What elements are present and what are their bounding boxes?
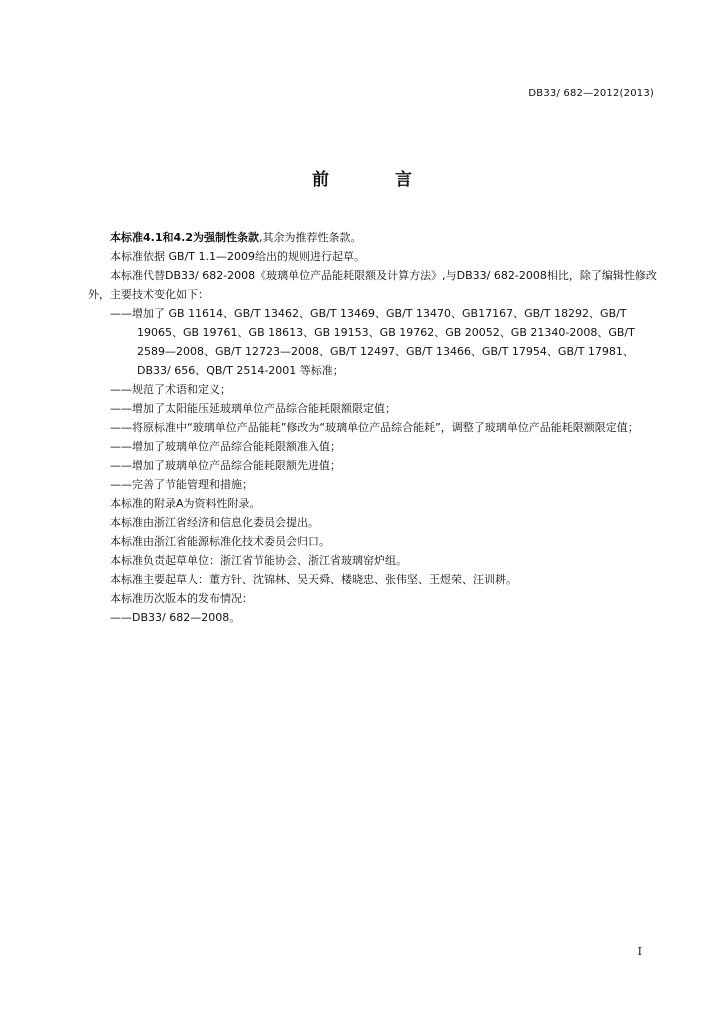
page-number: I: [637, 945, 642, 958]
document-code: DB33/ 682—2012(2013): [528, 88, 654, 99]
history-label-paragraph: 本标准历次版本的发布情况：: [110, 592, 253, 605]
drafting-rules-paragraph: 本标准依据 GB/T 1.1—2009给出的规则进行起草。: [110, 250, 365, 263]
change-item: ——规范了术语和定义；: [110, 383, 231, 396]
managed-by-paragraph: 本标准由浙江省能源标准化技术委员会归口。: [110, 535, 330, 548]
drafting-unit-paragraph: 本标准负责起草单位：浙江省节能协会、浙江省玻璃窑炉组。: [110, 554, 407, 567]
change-item: ——增加了玻璃单位产品综合能耗限额准入值；: [110, 440, 341, 453]
drafters-paragraph: 本标准主要起草人：董方针、沈锦林、吴天舜、楼晓忠、张伟坚、王煜荣、汪训耕。: [110, 573, 517, 586]
history-item: ——DB33/ 682—2008。: [110, 611, 241, 624]
change-item: ——增加了 GB 11614、GB/T 13462、GB/T 13469、GB/T 13470、GB17167、GB/T 18292、GB/T 19065、GB 19761、GB 18613、GB 19153、GB 19762、GB 20052、GB 21340-2008、GB/T 2589—2008、GB/T 12723—2008、GB/T 12497、GB/T 13466、GB/T 17954、GB/T 17981、DB33/ 656、QB/T 2514-2001 等标准；: [110, 307, 635, 377]
change-item: ——增加了太阳能压延玻璃单位产品综合能耗限额限定值；: [110, 402, 396, 415]
mandatory-clause-paragraph: [88, 228, 658, 247]
foreword-body: [88, 228, 658, 627]
proposed-by-paragraph: 本标准由浙江省经济和信息化委员会提出。: [110, 516, 319, 529]
change-item: ——将原标准中“玻璃单位产品能耗”修改为“玻璃单位产品综合能耗”，调整了玻璃单位产品能耗限额限定值；: [110, 421, 639, 434]
recommended-clause-text: ,其余为推荐性条款。: [258, 231, 362, 244]
replacement-paragraph: 本标准代替DB33/ 682-2008《玻璃单位产品能耗限额及计算方法》,与DB33/ 682-2008相比，除了编辑性修改外，主要技术变化如下：: [88, 269, 657, 301]
appendix-paragraph: 本标准的附录A为资料性附录。: [110, 497, 261, 510]
change-item: ——完善了节能管理和措施；: [110, 478, 253, 491]
section-title: 前 言: [312, 170, 442, 190]
mandatory-clause-text: 本标准4.1和4.2为强制性条款: [110, 231, 259, 244]
change-item: ——增加了玻璃单位产品综合能耗限额先进值；: [110, 459, 341, 472]
